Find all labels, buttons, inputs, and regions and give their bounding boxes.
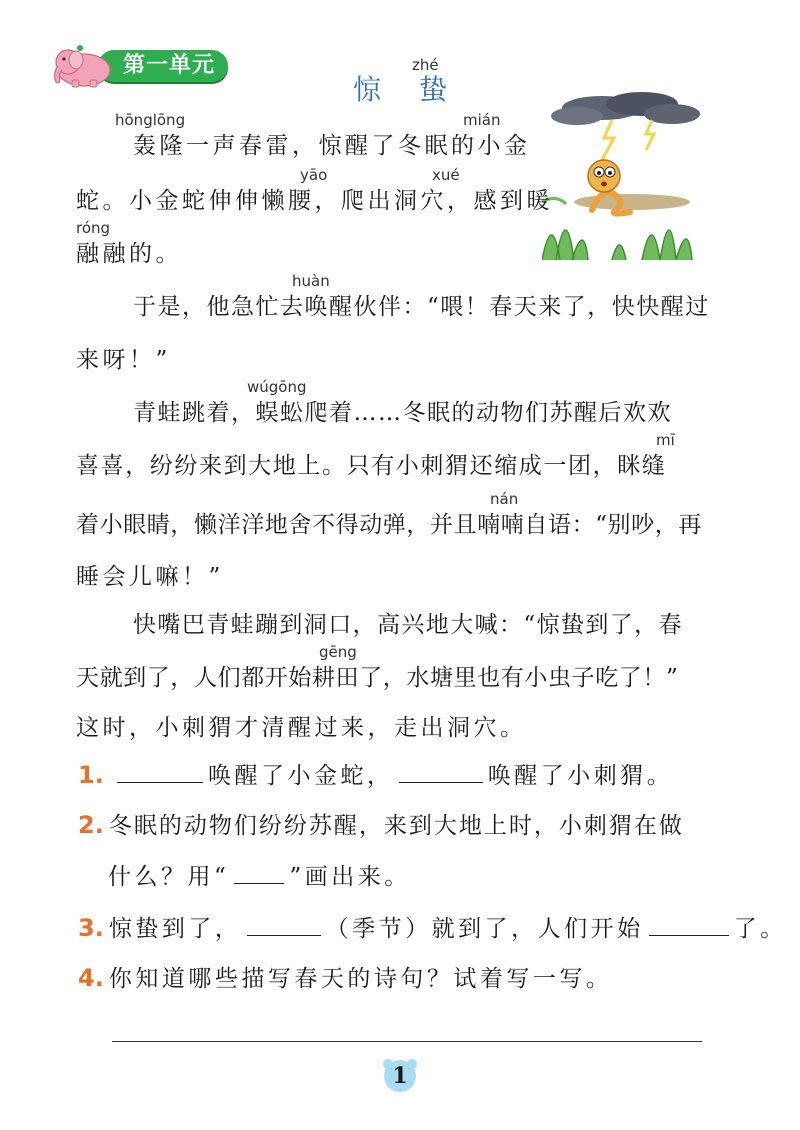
- page-number-badge: [378, 1056, 422, 1094]
- question-1-blank-a[interactable]: [117, 762, 203, 783]
- question-3-text-c: 了。: [733, 916, 787, 942]
- question-2-text-b: ”画出来。: [289, 864, 411, 890]
- pinyin-geng: gēng: [319, 643, 357, 661]
- pinyin-yao: yāo: [300, 166, 328, 184]
- question-1-text-b: 唤醒了小刺猬。: [487, 763, 674, 789]
- pinyin-wugong: wúgōng: [247, 378, 307, 396]
- story-line-10: 快嘴巴青蛙蹦到洞口，高兴地大喊：“惊蛰到了，春: [133, 612, 683, 638]
- story-line-6: 青蛙跳着，蜈蚣爬着……冬眠的动物们苏醒后欢欢: [133, 400, 672, 426]
- question-2-number: 2.: [78, 811, 104, 839]
- question-4: [78, 964, 612, 994]
- story-line-5: 来呀！”: [76, 347, 171, 373]
- story-line-2: 蛇。小金蛇伸伸懒腰，爬出洞穴，感到暖: [76, 188, 553, 214]
- pinyin-nan: nán: [490, 490, 519, 508]
- question-3: [78, 914, 787, 944]
- thunder-snake-illustration: [542, 90, 702, 260]
- question-2-blank[interactable]: [234, 863, 284, 884]
- unit-label: 第一单元: [122, 53, 215, 78]
- question-1-text-a: 唤醒了小金蛇，: [208, 763, 394, 789]
- story-line-4: 于是，他急忙去唤醒伙伴：“喂！春天来了，快快醒过: [133, 294, 710, 320]
- question-1: [78, 761, 673, 791]
- question-2-line-2: [108, 862, 411, 892]
- pinyin-honglong: hōnglōng: [115, 111, 186, 129]
- question-4-number: 4.: [78, 964, 104, 992]
- question-1-blank-b[interactable]: [399, 762, 483, 783]
- question-2-line-1: 冬眠的动物们纷纷苏醒，来到大地上时，小刺猬在做: [108, 813, 684, 839]
- story-line-8: 着小眼睛，懒洋洋地舍不得动弹，并且喃喃自语：“别吵，再: [76, 512, 702, 538]
- pinyin-mian: mián: [463, 111, 501, 129]
- story-line-9: 睡会儿嘛！”: [76, 564, 224, 590]
- title-pinyin: zhé: [412, 56, 439, 74]
- question-3-blank-b[interactable]: [649, 915, 729, 936]
- question-4-text: 你知道哪些描写春天的诗句？试着写一写。: [108, 966, 613, 992]
- pinyin-rong: róng: [76, 219, 111, 237]
- page-title: 惊蛰: [352, 73, 485, 106]
- question-3-text-a: 惊蛰到了，: [108, 916, 242, 942]
- question-2: [78, 811, 684, 841]
- story-line-7: 喜喜，纷纷来到大地上。只有小刺猬还缩成一团，眯缝: [76, 453, 667, 479]
- question-2-text-a: 什么？用“: [108, 864, 230, 890]
- answer-line[interactable]: [112, 1041, 702, 1042]
- pinyin-xue: xué: [432, 166, 460, 184]
- story-line-12: 这时，小刺猬才清醒过来，走出洞穴。: [76, 715, 527, 741]
- story-line-3: 融融的。: [76, 241, 182, 267]
- question-1-number: 1.: [78, 761, 104, 789]
- question-3-text-b: （季节）就到了，人们开始: [325, 916, 644, 942]
- story-line-11: 天就到了，人们都开始耕田了，水塘里也有小虫子吃了！”: [76, 665, 679, 691]
- pinyin-huan: huàn: [292, 272, 330, 290]
- question-3-number: 3.: [78, 914, 104, 942]
- elephant-icon: [50, 44, 114, 88]
- pinyin-mi: mī: [656, 431, 675, 449]
- page-number: 1: [392, 1063, 408, 1089]
- question-3-blank-a[interactable]: [247, 915, 321, 936]
- story-line-1: 轰隆一声春雷，惊醒了冬眠的小金: [133, 133, 531, 159]
- unit-badge: [50, 44, 230, 88]
